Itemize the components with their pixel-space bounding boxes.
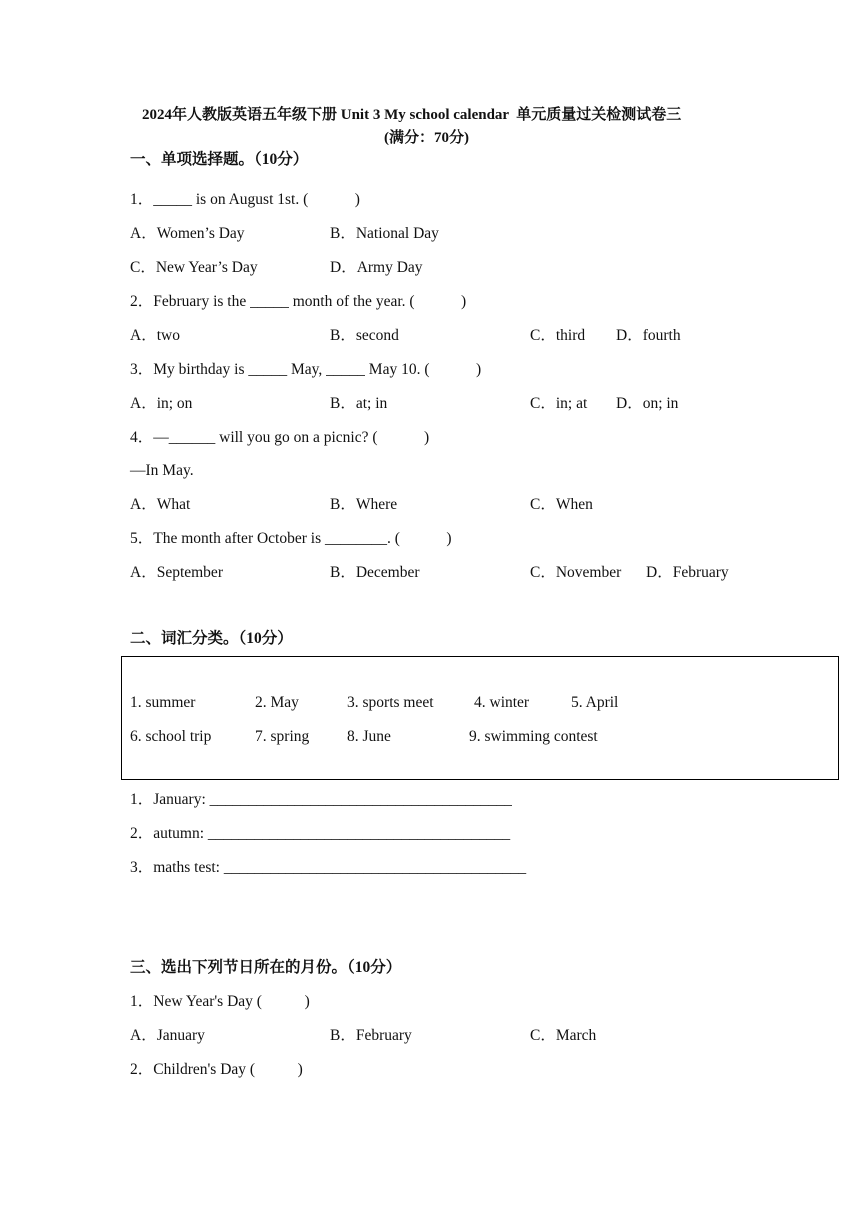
word-bank-item: 6. school trip	[130, 728, 212, 745]
question-2-option-b: B．second	[330, 327, 399, 344]
question-4-option-a: A．What	[130, 496, 191, 513]
word-bank-item: 1. summer	[130, 694, 196, 711]
question-4-option-b: B．Where	[330, 496, 398, 513]
page-subtitle: (满分：70分)	[384, 130, 469, 146]
word-bank-item: 2. May	[255, 694, 299, 711]
question-1-option-b: B．National Day	[330, 225, 439, 242]
question-3-option-c: C．in; at	[530, 395, 588, 412]
question-4-stem: 4．—______ will you go on a picnic? ( )	[130, 429, 430, 446]
page-title: 2024年人教版英语五年级下册 Unit 3 My school calendar 单元质量过关检测试卷三	[142, 107, 682, 123]
section3-question-2-stem: 2．Children's Day ( )	[130, 1061, 303, 1078]
word-bank-item: 4. winter	[474, 694, 530, 711]
question-5-stem: 5．The month after October is ________. ( )	[130, 530, 452, 547]
fill-blank-maths-test: 3．maths test: _______________________________________	[130, 859, 527, 876]
section1-heading: 一、单项选择题。（10分）	[130, 151, 309, 168]
section3-question-1-stem: 1．New Year's Day ( )	[130, 993, 310, 1010]
question-2-stem: 2．February is the _____ month of the year. ( )	[130, 293, 467, 310]
question-4-option-c: C．When	[530, 496, 593, 513]
section3-question-1-option-b: B．February	[330, 1027, 412, 1044]
question-4-answer-line: —In May.	[130, 462, 194, 479]
question-3-option-d: D．on; in	[616, 395, 679, 412]
question-5-option-c: C．November	[530, 564, 622, 581]
question-5-option-b: B．December	[330, 564, 420, 581]
word-bank-item: 7. spring	[255, 728, 310, 745]
question-3-stem: 3．My birthday is _____ May, _____ May 10. ( )	[130, 361, 482, 378]
fill-blank-january: 1．January: _______________________________________	[130, 791, 512, 808]
word-bank-item: 8. June	[347, 728, 391, 745]
section2-heading: 二、词汇分类。（10分）	[130, 630, 293, 647]
word-bank-item: 3. sports meet	[347, 694, 434, 711]
question-5-option-a: A．September	[130, 564, 223, 581]
word-bank-box	[121, 656, 839, 780]
question-1-stem: 1．_____ is on August 1st. ( )	[130, 191, 360, 208]
question-2-option-c: C．third	[530, 327, 586, 344]
question-3-option-b: B．at; in	[330, 395, 388, 412]
question-5-option-d: D．February	[646, 564, 729, 581]
question-1-option-c: C．New Year’s Day	[130, 259, 258, 276]
section3-heading: 三、选出下列节日所在的月份。（10分）	[130, 959, 402, 976]
question-2-option-a: A．two	[130, 327, 180, 344]
fill-blank-autumn: 2．autumn: _______________________________________	[130, 825, 511, 842]
section3-question-1-option-c: C．March	[530, 1027, 597, 1044]
question-3-option-a: A．in; on	[130, 395, 193, 412]
section3-question-1-option-a: A．January	[130, 1027, 205, 1044]
question-1-option-a: A．Women’s Day	[130, 225, 245, 242]
word-bank-item: 5. April	[571, 694, 619, 711]
question-1-option-d: D．Army Day	[330, 259, 423, 276]
question-2-option-d: D．fourth	[616, 327, 681, 344]
word-bank-item: 9. swimming contest	[469, 728, 598, 745]
